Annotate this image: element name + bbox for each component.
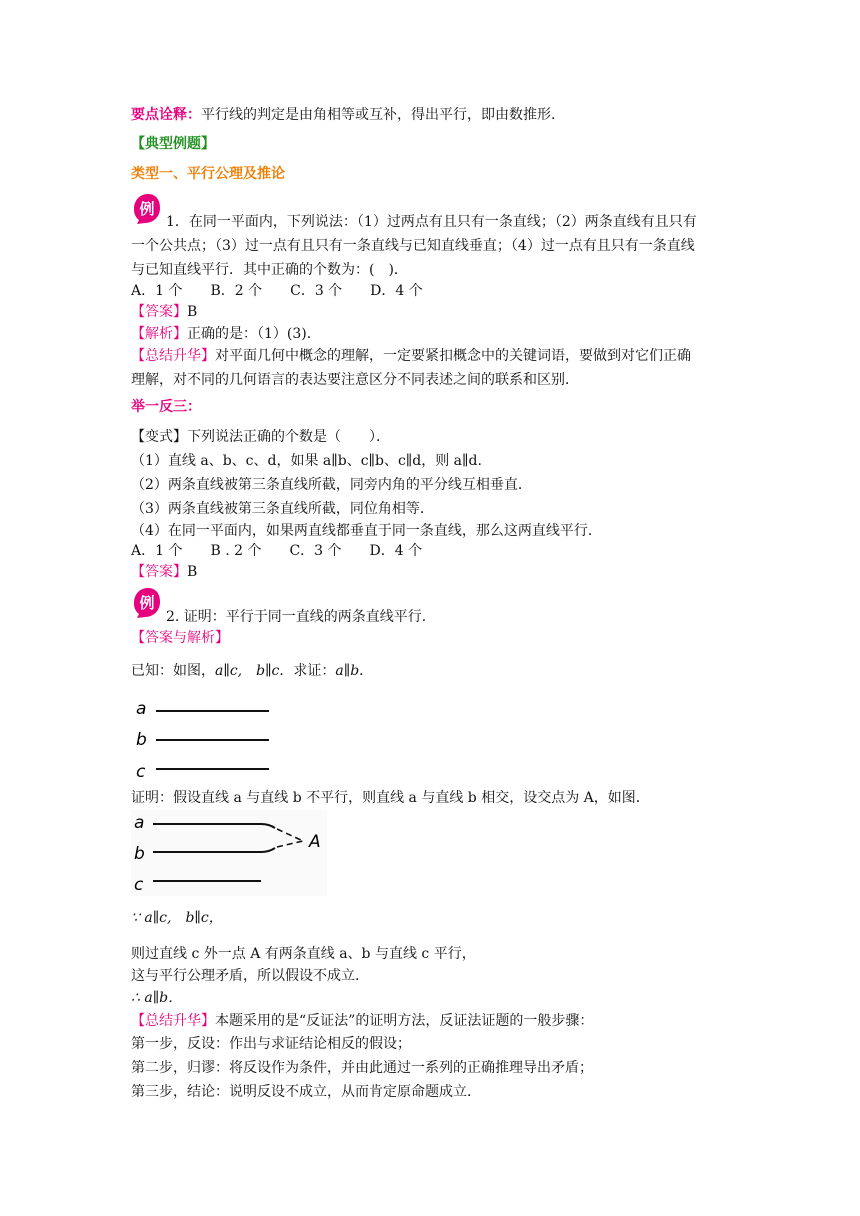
badge-char-2: 例 <box>139 594 155 612</box>
fig1-label-c: c <box>136 762 146 782</box>
q1-line3: 与已知直线平行．其中正确的个数为：( )． <box>131 262 408 278</box>
q2-step-1: 第一步，反设：作出与求证结论相反的假设； <box>131 1036 411 1052</box>
analysis-text: 正确的是：（1）(3). <box>187 326 312 342</box>
variant-answer-value: B <box>187 564 198 580</box>
answer-value: B <box>187 304 198 320</box>
q2-summary-label: 【总结升华】 <box>131 1013 215 1029</box>
given-end: ． <box>359 663 374 679</box>
q2-step-2: 第二步，归谬：将反设作为条件，并由此通过一系列的正确推理导出矛盾； <box>131 1060 593 1076</box>
q1-line2: 一个公共点；（3）过一点有且只有一条直线与已知直线垂直；（4）过一点有且只有一条直线 <box>131 238 695 254</box>
summary-text: 对平面几何中概念的理解，一定要紧扣概念中的关键词语，要做到对它们正确 <box>215 348 691 364</box>
q2-proof-line: 证明：假设直线 a 与直线 b 不平行，则直线 a 与直线 b 相交，设交点为 A，如图． <box>131 790 650 806</box>
given-math: a∥c, b∥c <box>215 663 280 679</box>
q2-because: ∵ a∥c, b∥c， <box>131 910 223 926</box>
variant-answer-label: 【答案】 <box>131 564 187 580</box>
variant-item-2: （2）两条直线被第三条直线所截，同旁内角的平分线互相垂直． <box>131 477 532 493</box>
q2-answer-analysis-label: 【答案与解析】 <box>131 630 229 646</box>
variant-stem-text: 下列说法正确的个数是（ ）． <box>187 429 390 445</box>
example-badge-icon-2 <box>131 587 161 619</box>
fig2-label-A: A <box>309 832 321 852</box>
variant-item-1: （1）直线 a、b、c、d，如果 a∥b、c∥b、c∥d，则 a∥d. <box>131 453 482 469</box>
variant-label: 【变式】 <box>131 429 187 445</box>
q1-analysis <box>131 324 311 344</box>
given-mid: ．求证： <box>279 663 336 679</box>
q2-given <box>131 661 373 681</box>
fig1-label-b: b <box>136 730 147 750</box>
example-badge-icon <box>131 193 161 225</box>
q2-therefore: ∴ a∥b． <box>131 990 183 1006</box>
fig2-label-c: c <box>134 875 144 895</box>
q1-answer <box>131 302 197 322</box>
type1-heading: 类型一、平行公理及推论 <box>131 166 285 182</box>
q2-then-line2: 这与平行公理矛盾，所以假设不成立． <box>131 968 369 984</box>
practice-heading: 举一反三： <box>131 399 201 415</box>
typical-examples-heading: 【典型例题】 <box>131 136 215 152</box>
variant-answer <box>131 562 197 582</box>
q1-options: A．1 个 B．2 个 C．3 个 D．4 个 <box>131 283 423 299</box>
fig2-label-a: a <box>134 813 145 833</box>
given-prefix: 已知：如图， <box>131 663 215 679</box>
fig1-label-a: a <box>136 699 147 719</box>
answer-label: 【答案】 <box>131 304 187 320</box>
q1-summary-line2: 理解，对不同的几何语言的表达要注意区分不同表述之间的联系和区别． <box>131 372 579 388</box>
q2-then-line1: 则过直线 c 外一点 A 有两条直线 a、b 与直线 c 平行， <box>131 946 476 962</box>
given-goal: a∥b <box>335 663 360 679</box>
q2-text: 2. 证明：平行于同一直线的两条直线平行． <box>166 609 436 625</box>
variant-item-3: （3）两条直线被第三条直线所截，同位角相等． <box>131 501 434 517</box>
q1-line1: 1．在同一平面内，下列说法：（1）过两点有且只有一条直线；（2）两条直线有且只有 <box>166 214 697 230</box>
key-points-text: 平行线的判定是由角相等或互补，得出平行，即由数推形. <box>201 107 556 123</box>
parallel-lines-figure <box>131 696 276 782</box>
variant-options: A．1 个 B . 2 个 C．3 个 D．4 个 <box>131 543 423 559</box>
key-points-line <box>131 105 555 125</box>
variant-stem <box>131 427 390 447</box>
q2-step-3: 第三步，结论：说明反设不成立，从而肯定原命题成立． <box>131 1084 481 1100</box>
q2-summary-text: 本题采用的是“反证法”的证明方法，反证法证题的一般步骤： <box>215 1013 594 1029</box>
summary-label: 【总结升华】 <box>131 348 215 364</box>
fig2-label-b: b <box>134 844 145 864</box>
q2-summary <box>131 1011 593 1031</box>
q1-summary-line1 <box>131 346 691 366</box>
analysis-label: 【解析】 <box>131 326 187 342</box>
badge-char: 例 <box>139 200 155 218</box>
variant-item-4: （4）在同一平面内，如果两直线都垂直于同一条直线，那么这两直线平行． <box>131 523 602 539</box>
key-points-label: 要点诠释： <box>131 107 201 123</box>
intersecting-lines-figure <box>131 810 331 896</box>
